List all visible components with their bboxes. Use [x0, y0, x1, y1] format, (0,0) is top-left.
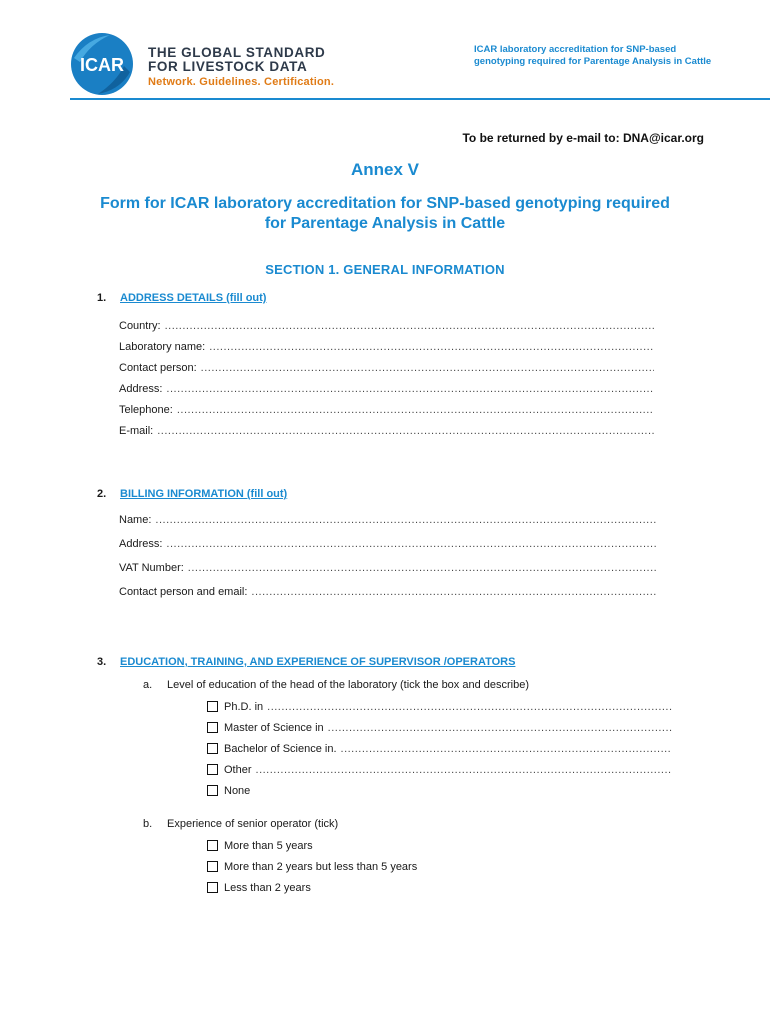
contact-person-field[interactable]: [119, 362, 654, 383]
billing-heading-number: 2.: [97, 488, 107, 500]
vat-number-label: VAT Number:: [119, 562, 184, 574]
more-than-5-checkbox[interactable]: [207, 840, 218, 851]
address-heading-number: 1.: [97, 292, 107, 304]
education-level-options: [207, 696, 672, 801]
education-level-letter: a.: [143, 679, 153, 691]
experience-letter: b.: [143, 818, 153, 830]
experience-question: [143, 818, 338, 830]
annex-label: Annex V: [350, 160, 420, 179]
less-than-2-option[interactable]: [207, 877, 672, 898]
billing-address-field[interactable]: [119, 538, 656, 562]
logo-line-1: THE GLOBAL STANDARD: [148, 45, 326, 60]
laboratory-name-label: Laboratory name:: [119, 341, 206, 353]
icar-logo: [70, 28, 370, 98]
address-label: Address:: [119, 383, 163, 395]
billing-name-field[interactable]: [119, 514, 656, 538]
education-heading-text: EDUCATION, TRAINING, AND EXPERIENCE OF SUPERVISOR /OPERATORS: [120, 656, 516, 668]
other-option[interactable]: [207, 759, 672, 780]
logo-tagline: Network. Guidelines. Certification.: [148, 76, 335, 88]
2-to-5-label: More than 2 years but less than 5 years: [224, 860, 418, 873]
laboratory-name-field[interactable]: [119, 341, 654, 362]
section-title: SECTION 1. GENERAL INFORMATION: [265, 262, 505, 277]
address-field[interactable]: [119, 383, 654, 404]
billing-heading: [97, 488, 287, 500]
billing-address-label: Address:: [119, 538, 163, 550]
experience-options: [207, 835, 672, 898]
billing-contact-field[interactable]: [119, 586, 656, 610]
header-doc-title: ICAR laboratory accreditation for SNP-based genotyping required for Parentage Analysis in Cattle: [474, 44, 712, 67]
education-heading: [97, 656, 515, 668]
other-checkbox[interactable]: [207, 764, 218, 775]
2-to-5-checkbox[interactable]: [207, 861, 218, 872]
contact-person-label: Contact person:: [119, 362, 197, 374]
email-field[interactable]: [119, 425, 654, 446]
form-title: Form for ICAR laboratory accreditation for SNP-based genotyping required for Parentage Analysis in Cattle: [100, 195, 670, 232]
return-instructions: To be returned by e-mail to: DNA@icar.org: [462, 131, 704, 145]
education-heading-number: 3.: [97, 656, 107, 668]
icar-logo-icon: [70, 32, 134, 96]
billing-contact-label: Contact person and email:: [119, 586, 248, 598]
address-fields: [119, 320, 654, 446]
vat-number-field[interactable]: [119, 562, 656, 586]
none-checkbox[interactable]: [207, 785, 218, 796]
logo-line-2: FOR LIVESTOCK DATA: [148, 59, 308, 74]
experience-label: Experience of senior operator (tick): [167, 818, 339, 830]
master-option[interactable]: [207, 717, 672, 738]
phd-checkbox[interactable]: [207, 701, 218, 712]
other-label: Other: [224, 763, 252, 776]
telephone-label: Telephone:: [119, 404, 173, 416]
education-level-question: [143, 679, 529, 691]
bachelor-label: Bachelor of Science in.: [224, 742, 337, 755]
billing-heading-text: BILLING INFORMATION (fill out): [120, 488, 288, 500]
bachelor-checkbox[interactable]: [207, 743, 218, 754]
email-label: E-mail:: [119, 425, 154, 437]
more-than-5-option[interactable]: [207, 835, 672, 856]
billing-fields: [119, 514, 656, 610]
country-label: Country:: [119, 320, 161, 332]
none-label: None: [224, 784, 251, 797]
header-divider: [70, 98, 770, 100]
phd-label: Ph.D. in: [224, 700, 264, 713]
logo-mark-text: ICAR: [80, 55, 124, 75]
master-label: Master of Science in: [224, 721, 324, 734]
master-checkbox[interactable]: [207, 722, 218, 733]
less-than-2-checkbox[interactable]: [207, 882, 218, 893]
2-to-5-option[interactable]: [207, 856, 672, 877]
country-field[interactable]: [119, 320, 654, 341]
billing-name-label: Name:: [119, 514, 152, 526]
more-than-5-label: More than 5 years: [224, 839, 313, 852]
address-heading-text: ADDRESS DETAILS (fill out): [120, 292, 267, 304]
education-level-label: Level of education of the head of the laboratory (tick the box and describe): [167, 679, 530, 691]
bachelor-option[interactable]: [207, 738, 672, 759]
telephone-field[interactable]: [119, 404, 654, 425]
phd-option[interactable]: [207, 696, 672, 717]
address-heading: [97, 292, 266, 304]
none-option[interactable]: [207, 780, 672, 801]
less-than-2-label: Less than 2 years: [224, 881, 311, 894]
